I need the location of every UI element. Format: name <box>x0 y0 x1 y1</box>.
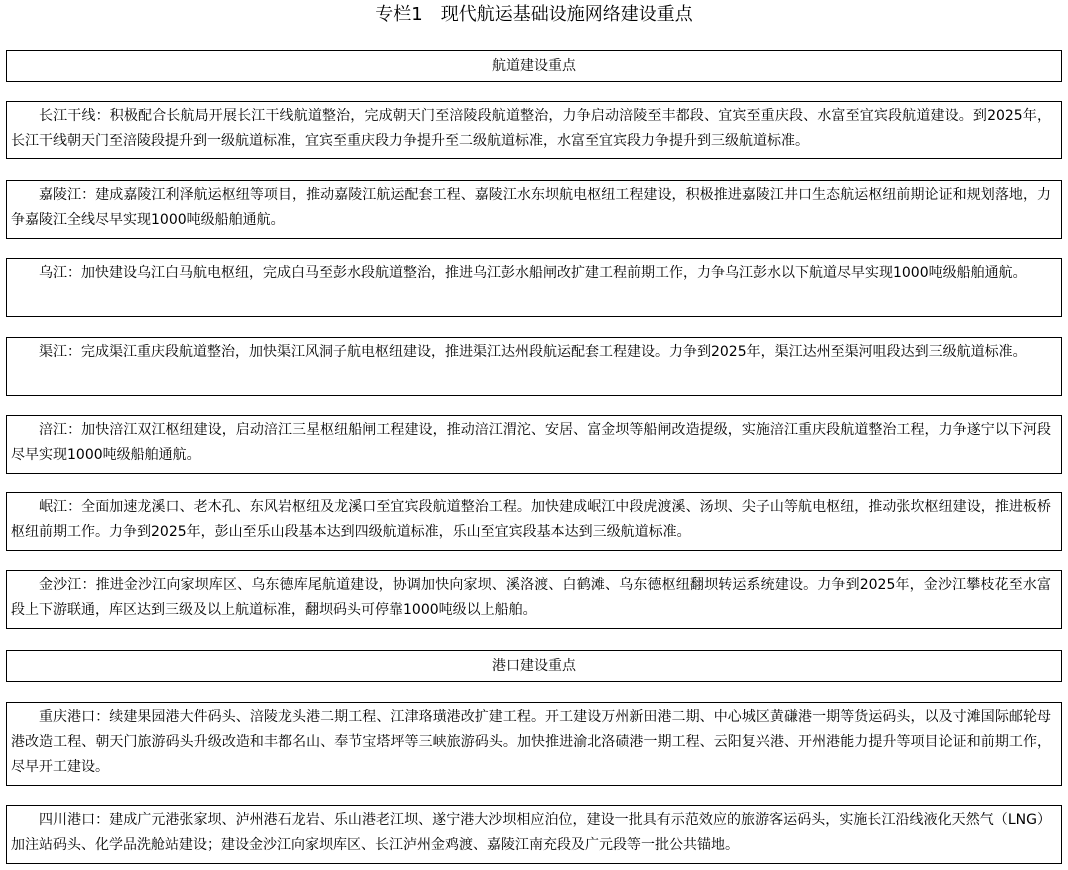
waterway-item-jialing: 嘉陵江：建成嘉陵江利泽航运枢纽等项目，推动嘉陵江航运配套工程、嘉陵江水东坝航电枢纽工程建设，积极推进嘉陵江井口生态航运枢纽前期论证和规划落地，力争嘉陵江全线尽早实现1000吨级船舶通航。 <box>6 180 1062 239</box>
waterway-item-wujiang: 乌江：加快建设乌江白马航电枢纽，完成白马至彭水段航道整治，推进乌江彭水船闸改扩建工程前期工作，力争乌江彭水以下航道尽早实现1000吨级船舶通航。 <box>6 258 1062 317</box>
waterway-item-qujiang: 渠江：完成渠江重庆段航道整治，加快渠江风洞子航电枢纽建设，推进渠江达州段航运配套工程建设。力争到2025年，渠江达州至渠河咀段达到三级航道标准。 <box>6 337 1062 396</box>
section-heading-waterway: 航道建设重点 <box>6 50 1062 82</box>
section-heading-ports: 港口建设重点 <box>6 650 1062 682</box>
waterway-item-yangtze: 长江干线：积极配合长航局开展长江干线航道整治，完成朝天门至涪陵段航道整治，力争启动涪陵至丰都段、宜宾至重庆段、水富至宜宾段航道建设。到2025年，长江干线朝天门至涪陵段提升到一级航道标准，宜宾至重庆段力争提升至二级航道标准，水富至宜宾段力争提升到三级航道标准。 <box>6 101 1062 159</box>
waterway-item-jinsha: 金沙江：推进金沙江向家坝库区、乌东德库尾航道建设，协调加快向家坝、溪洛渡、白鹤滩、乌东德枢纽翻坝转运系统建设。力争到2025年，金沙江攀枝花至水富段上下游联通，库区达到三级及以上航道标准，翻坝码头可停靠1000吨级以上船舶。 <box>6 570 1062 629</box>
port-item-sichuan: 四川港口：建成广元港张家坝、泸州港石龙岩、乐山港老江坝、遂宁港大沙坝相应泊位，建设一批具有示范效应的旅游客运码头，实施长江沿线液化天然气（LNG）加注站码头、化学品洗舱站建设；建设金沙江向家坝库区、长江泸州金鸡渡、嘉陵江南充段及广元段等一批公共锚地。 <box>6 805 1062 864</box>
waterway-item-minjiang: 岷江：全面加速龙溪口、老木孔、东风岩枢纽及龙溪口至宜宾段航道整治工程。加快建成岷江中段虎渡溪、汤坝、尖子山等航电枢纽，推动张坎枢纽建设，推进板桥枢纽前期工作。力争到2025年，彭山至乐山段基本达到四级航道标准，乐山至宜宾段基本达到三级航道标准。 <box>6 492 1062 551</box>
page-title: 专栏1 现代航运基础设施网络建设重点 <box>375 4 693 25</box>
waterway-item-fujiang: 涪江：加快涪江双江枢纽建设，启动涪江三星枢纽船闸工程建设，推动涪江渭沱、安居、富金坝等船闸改造提级，实施涪江重庆段航道整治工程，力争遂宁以下河段尽早实现1000吨级船舶通航。 <box>6 415 1062 474</box>
port-item-chongqing: 重庆港口：续建果园港大件码头、涪陵龙头港二期工程、江津珞璜港改扩建工程。开工建设万州新田港二期、中心城区黄磏港一期等货运码头，以及寸滩国际邮轮母港改造工程、朝天门旅游码头升级改造和丰都名山、奉节宝塔坪等三峡旅游码头。加快推进渝北洛碛港一期工程、云阳复兴港、开州港能力提升等项目论证和前期工作，尽早开工建设。 <box>6 702 1062 786</box>
